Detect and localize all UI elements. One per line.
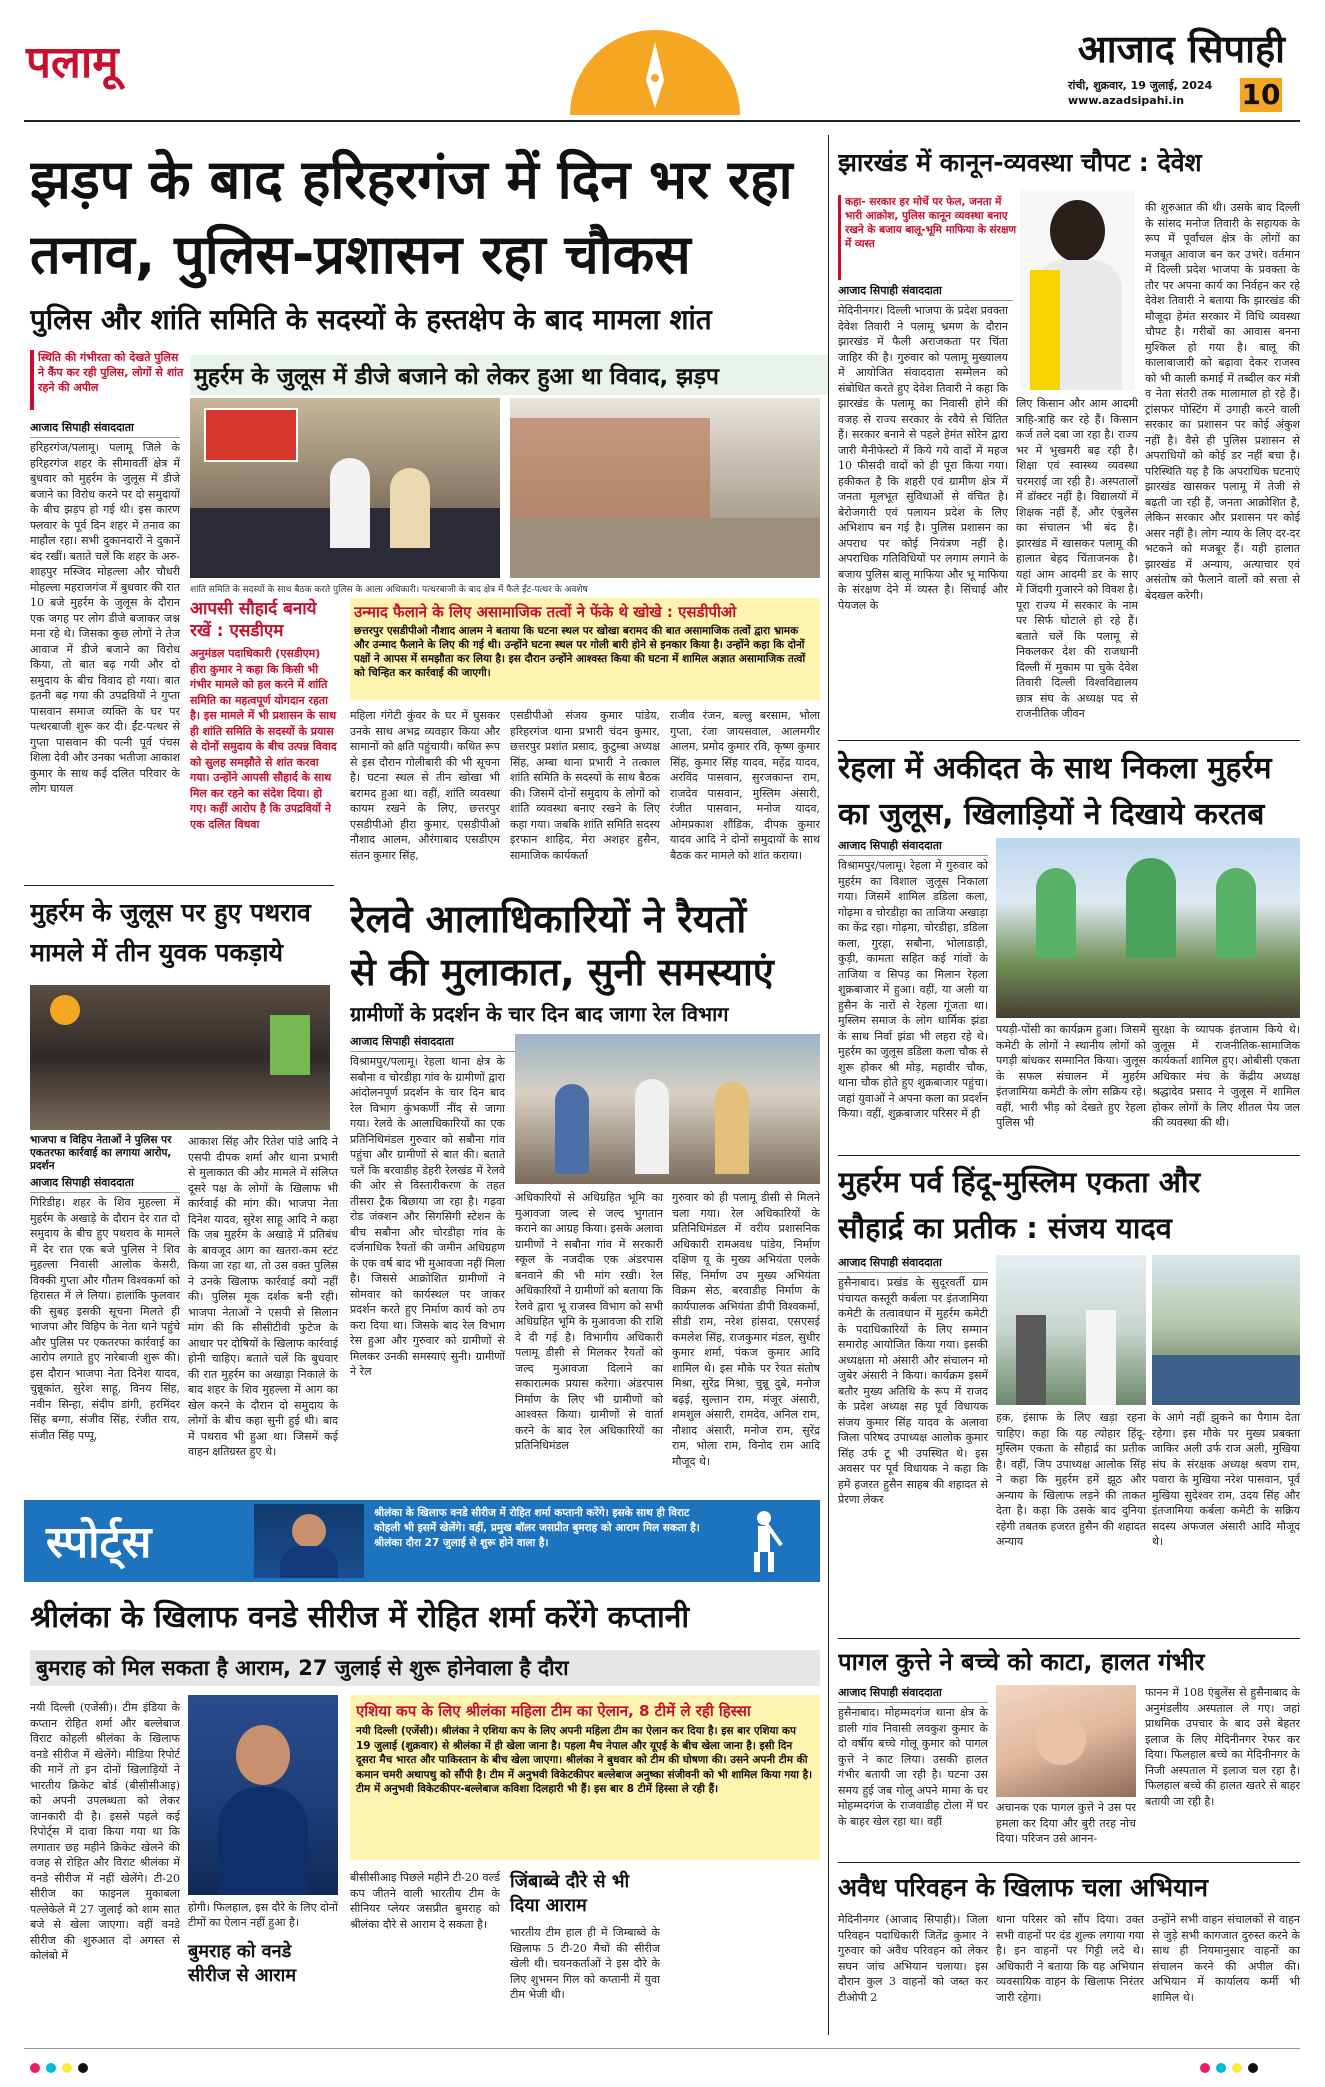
stone-headline-1: मुहर्रम के जुलूस पर हुए पथराव [30,898,311,927]
sanjay-headline-2: सौहार्द्र का प्रतीक : संजय यादव [838,1211,1172,1245]
sanjay-byline [838,1255,988,1273]
lead-column-4 [670,708,820,878]
devesh-column-1 [838,303,1008,733]
sanjay-event-photo-1 [996,1255,1146,1405]
sports-subhead: बुमराह को मिल सकता है आराम, 27 जुलाई से शुरू होनेवाला है दौरा [30,1650,820,1686]
transport-col3-text: उन्होंने सभी वाहन संचालकों से वाहन से जुड़े सभी कागजात दुरुस्त करने के साथ ही नियमानुसार वाहनों का संचालन करने की अपील की। अभियान में कार्यालय कर्मी भी शामिल थे। [1152,1913,1300,2004]
zimbabwe-text: भारतीय टीम हाल ही में जिम्बाब्वे के खिलाफ 5 टी-20 मैचों की सीरीज खेली थी। चयनकर्ताओं ने इस दौरे के लिए शुभमन गिल को कप्तानी में युवा टीम भेजी थी। [510,1926,660,2001]
transport-column-1 [838,1912,988,2042]
section-title: पलामू [26,37,119,88]
dog-col2-text: अचानक एक पागल कुत्ते ने उस पर हमला कर दिया और बुरी तरह नोच दिया। परिजन उसे आनन- [996,1801,1136,1845]
bumrah-head: बुमराह को वनडे सीरीज से आराम [188,1941,297,1986]
lead-pullquote [30,350,188,410]
stone-col2-text: आकाश सिंह और रितेश पांडे आदि ने एसपी दीपक शर्मा और थाना प्रभारी से मुलाकात की और मामले में संलिप्त दूसरे पक्ष के लोगों के खिलाफ भी कार्रवाई की मांग की। भाजपा नेता दिनेश यादव, सुरेश साहू आदि ने कहा कि जब मुहर्रम के अखाड़े में प्रतिबंध के बावजूद आग का खतरा-कम स्टंट किया जा रहा था, तो उस वक्त पुलिस ने उनके खिलाफ कार्रवाई क्यों नहीं की। पुलिस मूक दर्शक बनी रही। भाजपा नेताओं ने एसपी से सिलान मांग की कि सीसीटीवी फुटेज के आधार पर दोषियों के खिलाफ कार्रवाई होनी चाहिए। बताते चलें कि बुधवार की रात मुहर्रम का अखाड़ा निकाले के बाद शहर के शिव मुहल्ला में आग का खेल करने के दौरान दो समुदाय के लोगों के बीच कहा सुनी हुई थी। बाद में पथराव भी हुआ था। जिसमें कई वाहन क्षतिग्रस्त हुए थे। [188,1135,338,1458]
divider-dog [838,1638,1300,1639]
rail-headline-2: से की मुलाकात, सुनी समस्याएं [350,950,774,994]
sanjay-col2-text: हक, इंसाफ के लिए खड़ा रहना चाहिए। कहा कि यह त्योहार हिंदू-मुस्लिम एकता के सौहार्द्र का प्रतीक है। वहीं, जिप उपाध्यक्ष आलोक सिंह ने कहा कि मुहर्रम हमें झूठ और अन्याय के खिलाफ लड़ने की ताकत देता है। कहा कि उसके बाद दुनिया रहेगी तबतक हजरत हुसैन की शहादत अन्याय [996,1411,1146,1548]
asia-cup-head: एशिया कप के लिए श्रीलंका महिला टीम का ऐलान, 8 टीमें ले रही हिस्सा [356,1702,751,1720]
rail-column-1 [350,1054,505,1490]
dog-col3-text: फानन में 108 एंबुलेंस से हुसैनाबाद के अनुमंडलीय अस्पताल ले गए। जहां प्राथमिक उपचार के बाद उसे बेहतर इलाज के लिए मेदिनीनगर रेफर कर दिया। फिलहाल बच्चे का मेदिनीनगर के निजी अस्पताल में इलाज चल रहा है। फिलहाल बच्चे की हालत खतरे से बाहर बतायी जा रही है। [1145,1686,1300,1808]
sdm-box-head: आपसी सौहार्द बनाये रखें : एसडीएम [190,599,317,641]
rail-villagers-photo [515,1034,820,1184]
rehla-column-1 [838,858,988,1148]
sdpo-box-head: उन्माद फैलाने के लिए असामाजिक तत्वों ने फेंके थे खोखे : एसडीपीओ [354,603,737,621]
rail-byline-text: आजाद सिपाही संवाददाता [350,1034,520,1052]
rehla-byline-text: आजाद सिपाही संवाददाता [838,838,988,856]
stone-column-1 [30,1195,180,1490]
devesh-byline [838,283,1013,301]
devesh-byline-text: आजाद सिपाही संवाददाता [838,283,1013,301]
rail-column-2 [515,1190,663,1490]
rehla-column-2 [996,1022,1146,1148]
masthead [0,0,1325,120]
lead-byline-text: आजाद सिपाही संवाददाता [30,420,180,438]
sanjay-column-2 [996,1410,1146,1655]
sports-column-4 [670,1870,820,2040]
asia-cup-box [350,1695,820,1860]
sanjay-byline-text: आजाद सिपाही संवाददाता [838,1255,988,1273]
rail-col3-text: गुरुवार को ही पलामू डीसी से मिलने चला गया। रेल अधिकारियों के प्रतिनिधिमंडल में वरीय प्रशासनिक अधिकारी रामअवध पांडेय, निर्माण दक्षिण यू के मुख्य अभियंता एलके सिंह, निर्माण उप मुख्य अभियंता विक्रम सेठ, बरवाडीह निर्माण के कार्यपालक अभियंता डीपी विश्वकर्मा, सीडी राम, नरेश हांसदा, एसएसई कमलेश सिंह, राजकुमार मंडल, सुधीर कुमार शर्मा, पंकज कुमार आदि शामिल थे। इस मौके पर रेयत संतोष मिश्रा, सुरेंद्र मिश्रा, चुन्नू दुबे, मनोज बढ़ई, सुल्तान राम, मंजूर अंसारी, शमशुल अंसारी, रामदेव, अनिल राम, नौशाद अंसारी, मनोज राम, सुरेंद्र राम, भोला राम, विनोद राम आदि मौजूद थे। [672,1191,820,1468]
sun-logo-icon [560,30,750,115]
transport-column-2 [996,1912,1144,2042]
color-registration-marks-right [1200,2058,1264,2077]
lead-headline-2: तनाव, पुलिस-प्रशासन रहा चौकस [30,223,691,286]
sdm-box-text: अनुमंडल पदाधिकारी (एसडीएम) हीरा कुमार ने कहा कि किसी भी गंभीर मामले को हल करने में शांति समिति का महत्वपूर्ण योगदान रहता है। इस मामले में भी प्रशासन के साथ ही शांति समिति के सदस्यों के प्रयास से दोनों समुदाय के बीच उत्पन्न विवाद को सुलह समझौते से शांत करवा गया। उन्होंने आपसी सौहार्द के साथ मिल कर रहने का संदेश दिया। हो गए। कहीं आरोप है कि उपद्रवियों ने एक दलित विधवा [190,647,337,831]
transport-column-3 [1152,1912,1300,2042]
sanjay-col1-text: हुसैनाबाद। प्रखंड के सुदूरवर्ती ग्राम पंचायत कस्तूरी कर्बला पर इंतजामिया कमेटी के तत्वावधान में मुहर्रम कमेटी के पदाधिकारियों के लिए सम्मान समारोह आयोजित किया गया। इसकी अध्यक्षता मो अंसारी और संचालन मो जुबेर अंसारी ने किया। कार्यक्रम इसमें बतौर मुख्य अतिथि के रूप में राजद के प्रदेश अध्यक्ष सह पूर्व विधायक संजय कुमार सिंह यादव के अलावा जिला परिषद उपाध्यक्ष आलोक कुमार सिंह उर्फ टू भी उपस्थित थे। इस अवसर पर पूर्व विधायक ने कहा कि हमें हजरत हुसैन साहब की शहादत से प्रेरणा लेकर [838,1276,988,1506]
divider-rehla [838,740,1300,741]
sports-banner [24,1500,820,1582]
sanjay-event-photo-2 [1152,1255,1300,1405]
dog-headline: पागल कुत्ते ने बच्चे को काटा, हालत गंभीर [838,1648,1205,1676]
sports-teaser: श्रीलंका के खिलाफ वनडे सीरीज में रोहित शर्मा कप्तानी करेंगे। इसके साथ ही विराट कोहली भी इसमें खेलेंगे। वहीं, प्रमुख बॉलर जसप्रीत बुमराह को आराम मिल सकता है। श्रीलंका दौरा 27 जुलाई से शुरू होने वाला है। [374,1507,700,1549]
sanjay-column-1 [838,1275,988,1655]
website: www.azadsipahi.in [1068,94,1185,107]
sports-headline: श्रीलंका के खिलाफ वनडे सीरीज में रोहित शर्मा करेंगे कप्तानी [30,1600,690,1635]
rehla-byline [838,838,988,856]
lead-col1-text: हरिहरगंज/पलामू। पलामू जिले के हरिहरगंज शहर के सीमावर्ती क्षेत्र में बुधवार को मुहर्रम के जुलूस में डीजे बजाने का विरोध करने पर दो समुदायों के बीच झड़प हो गई थी। इस कारण फ्लवार के पूर्व दिन शहर में तनाव का माहौल रहा। सभी दुकानदारों ने दुकानें बंद रखीं। बताते चलें कि शहर के अरु-शाहपुर मस्जिद मोहल्ला और चौधरी मोहल्ला महराजगंज में बुधवार की रात 10 बजे मुहर्रम के जुलूस के दौरान एक जगह पर लोग डीजे बजाकर जश्न मना रहे थे। जिसका कुछ लोगों ने तेज आवाज में डीजे बजाने का विरोध किया, तो बात बढ़ गयी और दो समुदाय के बीच विवाद हो गया। बात इतनी बढ़ गया की उपद्रवियों ने गुप्ता पासवान समाज व्यक्ति के घर पर पत्थरबाजी शुरू कर दी। ईंट-पत्थर से गुप्ता पासवान की पत्नी पूर्व पंचस शिला देवी और उनका भतीजा आकाश कुमार के साथ कई दलित परिवार के लोग घायल [30,441,180,795]
dog-column-3 [1145,1685,1300,1860]
lead-col2-text: महिला गंगेटी कुंवर के घर में घुसकर उनके साथ अभद्र व्यवहार किया और सामानों को क्षति पहुंचायी। कथित रूप से इस दौरान गोलीबारी की भी सूचना है। घटना स्थल से तीन खोखा भी बरामद हुआ था। वहीं, शांति व्यवस्था कायम रखने के लिए, छत्तरपुर एसडीपीओ हीरा कुमार, एसडीपीओ नौशाद आलम, औरंगाबाद एसडीएम संतन कुमार सिंह, [350,709,500,862]
transport-col1-text: मेदिनीनगर (आजाद सिपाही)। जिला परिवहन पदाधिकारी जितेंद्र कुमार ने गुरुवार को अवैध परिवहन को लेकर सघन जांच अभियान चलाया। इस दौरान कुल 3 वाहनों को जब्त कर टीओपी 2 [838,1913,988,2004]
rohit-press-photo [188,1695,338,1895]
rehla-headline-2: का जुलूस, खिलाड़ियों ने दिखाये करतब [838,797,1265,832]
rail-subhead: ग्रामीणों के प्रदर्शन के चार दिन बाद जागा रेल विभाग [350,1002,729,1026]
sports-column-1 [30,1700,180,2040]
sports-col2-text: बीसीसीआइ पिछले महीने टी-20 वर्ल्ड कप जीतने वाली भारतीय टीम के सीनियर प्लेयर जसप्रीत बुमराह को श्रीलंका दौरे से आराम दे सकता है। [350,1871,500,1931]
rail-column-3 [672,1190,820,1490]
sports-col1-text: नयी दिल्ली (एजेंसी)। टीम इंडिया के कप्तान रोहित शर्मा और बल्लेबाज विराट कोहली श्रीलंका के खिलाफ वनडे सीरीज में खेलेंगे। मीडिया रिपोर्ट की मानें तो इन दोनों खिलाड़ियों ने भारतीय क्रिकेट बोर्ड (बीसीसीआइ) को अपनी उपलब्धता को लेकर जानकारी दी है। इससे पहले कई रिपोर्ट्स में दावा किया गया था कि लगातार छह महीने क्रिकेट खेलने की वजह से रोहित और विराट श्रीलंका में वनडे सीरीज में नहीं खेलेंगे। टी-20 सीरीज का फाइनल मुकाबला पल्लेकेले में 27 जुलाई को शाम सात बजे से खेला जाएगा। वहीं वनडे सीरीज की शुरुआत दो अगस्त से कोलंबो में [30,1701,180,1962]
sdpo-box [350,598,820,700]
transport-col2-text: थाना परिसर को सौंप दिया। उक्त सभी वाहनों पर दंड शुल्क लगाया गया है। इन वाहनों पर गिट्टी लदे थे। अधिकारी ने बताया कि यह अभियान व्यवसायिक वाहन के खिलाफ निरंतर जारी रहेगा। [996,1913,1144,2004]
sanjay-headline-1: मुहर्रम पर्व हिंदू-मुस्लिम एकता और [838,1165,1201,1199]
rehla-headline-1: रेहला में अकीदत के साथ निकला मुहर्रम [838,751,1272,786]
sports-column-2 [350,1870,500,2040]
dog-byline-text: आजाद सिपाही संवाददाता [838,1685,988,1703]
date-line: रांची, शुक्रवार, 19 जुलाई, 2024 [1068,79,1213,92]
rail-col1-text: विश्रामपुर/पलामू। रेहला थाना क्षेत्र के सबौना व चोरडीहा गांव के ग्रामीणों द्वारा आंदोलनपूर्ण प्रदर्शन के चार दिन बाद रेल विभाग कुंभकर्णी नींद से जागा गया। रेलवे के आलाधिकारियों का एक प्रतिनिधिमंडल गुरुवार को सबौना गांव पहुंचा और ग्रामीणों से बात की। बताते चलें कि बरवाडीह डेहरी रेलखंड में रेलवे की ओर से विस्तारीकरण के तहत तीसरा ट्रैक बिछाया जा रहा है। गढ़वा रोड जंक्शन और सिगसिगी स्टेशन के बीच सबौना और चोरडीहा गांव के दर्जनाधिक रैयतों की जमीन अधिग्रहण के एक वर्ष बाद भी मुआवजा नहीं मिला है। जिससे आक्रोशित ग्रामीणों ने सोमवार को कार्यस्थल पर जाकर प्रदर्शन करते हुए निर्माण कार्य को ठप करा दिया था। जिसके बाद रेल विभाग रेस हुआ और गुरुवार को ग्रामीणों से मिलकर उनकी समस्याएं सुनी। ग्रामीणों ने रेल [350,1055,505,1378]
lead-photo-caption: शांति समिति के सदस्यों के साथ बैठक करते पुलिस के आला अधिकारी। पत्थरबाजी के बाद क्षेत्र में फैले ईंट-पत्थर के अवशेष [190,585,588,595]
dog-byline [838,1685,988,1703]
color-registration-marks [30,2058,94,2077]
devesh-col1-text: मेदिनीनगर। दिल्ली भाजपा के प्रदेश प्रवक्ता देवेश तिवारी ने पलामू भ्रमण के दौरान झारखंड में फैली अराजकता पर चिंता जाहिर की है। गुरुवार को पलामू मुख्यालय में आयोजित संवाददाता सम्मेलन को संबोधित करते हुए देवेश तिवारी ने कहा कि झारखंड के पलामू का निवासी होने की वजह से राज्य सरकार के रवैये से चिंतित हैं। सरकार बनाने से पहले हेमंत सोरेन द्वारा जारी मैनीफेस्टो में किये गये वादों में महज 10 फीसदी वादों को ही पूरा किया गया। हकीकत है कि शहरी एवं ग्रामीण क्षेत्र में जनता मूलभूत सुविधाओं से वंचित है। बेरोजगारी एवं पलायन प्रदेश के लिए अभिशाप बन गई है। पुलिस प्रशासन का अपराध पर कोई नियंत्रण नहीं है। अपराधिक गतिविधियों पर लगाम लगाने के बजाय पुलिस बालू माफिया और भू माफिया के संरक्षण देने में व्यस्त है। सिंचाई और पेयजल के [838,304,1008,612]
devesh-col2-text: लिए किसान और आम आदमी त्राहि-त्राहि कर रहे हैं। किसान कर्ज तले दबा जा रहा है। राज्य भर में भुखमरी बढ़ रही है। शिक्षा एवं स्वास्थ्य व्यवस्था चरमराई जा रही है। अस्पतालों में डॉक्टर नहीं है। विद्यालयों में शिक्षक नहीं हैं, और एंबुलेंस का संचालन भी बंद है। झारखंड में खासकर पलामू की हालात बेहद चिंताजनक है। यहां आम आदमी डर के साए में जिंदगी गुजारने को विवश है। पूरा राज्य में सरकार के नाम पर सिर्फ घोटाले हो रहे हैं। बताते चलें कि पलामू से निकलकर देश की राजधानी दिल्ली में मुकाम पा चुके देवेश तिवारी दिल्ली विश्वविद्यालय छात्र संघ के अध्यक्ष पद से राजनीतिक जीवन [1016,397,1138,720]
dog-col1-text: हुसैनाबाद। मोहम्मदगंज थाना क्षेत्र के डाली गांव निवासी लवकुश कुमार के दो वर्षीय बच्चे गोलू कुमार को पागल कुत्ते ने काट लिया। उसकी हालत गंभीर बतायी जा रही है। घटना उस समय हुई जब गोलू अपने मामा के घर मोहम्मदगंज के राजवाडीह टोला में घर के बाहर खेल रहा था। वहीं [838,1706,988,1828]
rail-headline-1: रेलवे आलाधिकारियों ने रैयतों [350,897,747,941]
dog-column-1 [838,1705,988,1855]
lead-column-2 [350,708,500,878]
cricket-batsman-icon [724,1508,804,1574]
vertical-divider [828,135,829,2035]
rehla-col2-text: पयड़ी-पोंसी का कार्यक्रम हुआ। जिसमें कमेटी के लोगों ने स्थानीय लोगों को पगड़ी बांधकर सम्मानित किया। जुलूस के सफल संचालन में मुहर्रम इंतजामिया कमेटी के लोग सक्रिय रहे। वहीं, भारी भीड़ को देखते हुए रेहला पुलिस भी [996,1023,1146,1129]
lead-headline-1: झड़प के बाद हरिहरगंज में दिन भर रहा [30,148,793,211]
rohit-thumb-photo [254,1504,364,1578]
divider-sanjay [838,1155,1300,1156]
pullquote-text: स्थिति की गंभीरता को देखते पुलिस ने कैंप कर रही पुलिस, लोगों से शांत रहने की अपील [38,351,184,394]
stone-col1-text: गिरिडीह। शहर के शिव मुहल्ला में मुहर्रम के अखाड़े के दौरान देर रात दो समुदाय के बीच हुए पथराव के मामले में देर रात एक बजे पुलिस ने शिव मुहल्ला निवासी आलोक केसरी, विक्की गुप्ता और गौतम विश्वकर्मा को हिरासत में ले लिया। हालांकि फुलवार की सुबह इसकी सूचना मिलते ही भाजपा और विहिप के नेता थाने पहुंचे और पुलिस पर एकतरफा कार्रवाई का आरोप लगाते हुए नारेबाजी शुरू की। इस दौरान भाजपा नेता दिनेश यादव, चुन्नूकांत, सुरेश साहू, विनय सिंह, नवीन सिन्हा, संदीप डांगी, हरमिंदर सिंह बग्गा, संजीव सिंह, रंजीत राय, संजीत सिंह पप्पू, [30,1196,180,1442]
devesh-quote: कहा- सरकार हर मोर्चे पर फेल, जनता में भारी आक्रोश, पुलिस कानून व्यवस्था बनाए रखने के बजाय बालू-भूमि माफिया के संरक्षण में व्यस्त [838,195,1020,280]
lead-subhead: पुलिस और शांति समिति के सदस्यों के हस्तक्षेप के बाद मामला शांत [30,303,712,336]
divider-transport [838,1862,1300,1863]
rail-byline [350,1034,520,1052]
stone-photo-caption: भाजपा व विहिप नेताओं ने पुलिस पर एकतरफा कार्रवाई का लगाया आरोप, प्रदर्शन [30,1134,172,1172]
footer-rule [24,2048,1300,2049]
lead-byline [30,420,180,438]
sports-photo-note: होगी। फिलहाल, इस दौरे के लिए दोनों टीमों का ऐलान नहीं हुआ है। [188,1901,338,1929]
devesh-column-3 [1145,200,1300,733]
header-rule [24,120,1300,122]
stone-headline-2: मामले में तीन युवक पकड़ाये [30,938,284,967]
dog-column-2 [996,1800,1136,1860]
injured-child-photo [996,1685,1136,1797]
sdpo-box-text: छत्तरपुर एसडीपीओ नौशाद आलम ने बताया कि घटना स्थल पर खोखा बरामद की बात असामाजिक तत्वों द्वारा भ्रामक और उन्माद फैलाने के लिए की गई थी। उन्होंने घटना स्थल पर गोली बारी होने से इनकार किया है। उन्होंने कहा कि दोनों पक्षों ने आपस में समझौता कर लिया है। इस दौरान उन्होंने आश्वस्त किया की घटना में शामिल अज्ञात असामाजिक तत्वों को चिन्हित कर कार्रवाई की जाएगी। [354,625,806,679]
rehla-column-3 [1152,1022,1300,1148]
rehla-col3-text: सुरक्षा के व्यापक इंतजाम किये थे। जुलूस में राजनीतिक-सामाजिक कार्यकर्ता शामिल हुए। ओबीसी एकता अधिकार मंच के केंद्रीय अध्यक्ष श्रद्धादेव प्रसाद ने जुलूस में शामिल होकर लोगों के लिए शीतल पेय जल की व्यवस्था की थी। [1152,1023,1300,1129]
zimbabwe-head: जिंबाब्वे दौरे से भी दिया आराम [510,1871,630,1916]
sports-column-3 [510,1925,660,2040]
devesh-headline: झारखंड में कानून-व्यवस्था चौपट : देवेश [838,148,1202,177]
devesh-column-2 [1016,396,1138,733]
stone-column-2 [188,1134,338,1490]
divider-left [24,885,334,886]
sports-banner-title: स्पोर्ट्स [46,1517,152,1568]
lead-col3-text: एसडीपीओ संजय कुमार पांडेय, हरिहरगंज थाना प्रभारी चंदन कुमार, छत्तरपुर प्रशांत प्रसाद, कुटुम्बा अध्यक्ष सिंह, अम्बा थाना प्रभारी ने तत्काल शांति समिति के सदस्यों के साथ बैठक की। जिसमें दोनों समुदाय के लोगों को शांति व्यवस्था बनाए रखने के लिए कहा गया। जबकि शांति समिति सदस्य इरफान शाहिद, मेरा अशहर हुसैन, सामाजिक कार्यकर्ता [510,709,660,862]
page-number: 10 [1241,78,1281,111]
devesh-portrait-photo [1020,190,1135,390]
sanjay-col3-text: के आगे नहीं झुकने का पैगाम देता रहेगा। इस मौके पर मुख्य प्रबक्ता जाकिर अली उर्फ राज अली, मुखिया संघ के संरक्षक अध्यक्ष श्रवण राम, पवारा के मुखिया नरेश पासवान, पूर्व मुखिया सुदेश्वर राम, उदय सिंह और इंतजामिया कर्बला कमेटी के सक्रिय सदस्य अफजल अंसारी आदि मौजूद थे। [1152,1411,1300,1548]
stone-byline [30,1175,180,1193]
rehla-col1-text: विश्रामपुर/पलामू। रेहला में गुरुवार को मुहर्रम का विशाल जुलूस निकाला गया। जिसमें शामिल डडिला कला, गोढ़मा व चोरडीहा का ताजिया अखाड़ा का केंद्र रहा। गोढ़मा, चोरडीहा, डडिला कला, गुरहा, सबौना, भोलाडाड़ी, कुड़ी, कामता सहित कई गांवों के ताजिया व सिपड़ का मिलान रेहला शुक्रबाजार में हुआ। वहीं, या अली या हुसैन के नारों से रेहला गूंजता था। मुस्लिम समाज के लोग धार्मिक झंडा के साथ निर्वा झंडा भी लहरा रहे थे। मुहर्रम का जुलूस डडिला कला चौक से शुरू होकर श्री मोड़, महावीर चौक, थाना चौक होते हुए शुक्रबाजार पहुंचा। जहां युवाओं ने अपना कला का प्रदर्शन किया। वहीं, शुक्रबाजार परिसर में ही [838,859,988,1120]
asia-cup-text: नयी दिल्ली (एजेंसी)। श्रीलंका ने एशिया कप के लिए अपनी महिला टीम का ऐलान कर दिया है। इस बार एशिया कप 19 जुलाई (शुक्रवार) से श्रीलंका में ही खेला जाना है। पहला मैच नेपाल और यूएई के बीच खेला जाना है। इसी दिन दूसरा मैच भारत और पाकिस्तान के बीच खेला जाएगा। श्रीलंका ने बुधवार को टीम की घोषणा की। उसने अपनी टीम की कमान चमरी अथापथु को सौंपी है। टीम में अनुभवी विकेटकीपर बल्लेबाज अनुष्का संजीवनी को भी शामिल किया गया है। टीम में अनुभवी विकेटकीपर-बल्लेबाज कविशा दिलहारी भी हैं। इस बार 8 टीमें हिस्सा ले रही हैं। [356,1725,813,1795]
lead-col4-text: राजीव रंजन, बल्लु बरसाम, भोला गुप्ता, रंजा जायसवाल, आलमगीर आलम, प्रमोद कुमार रवि, कृष्ण कुमार सिंह, कुमार सिंह यादव, महेंद्र यादव, अरविंद पासवान, सुरजकान्त राम, राजदेव पासवान, मुस्लिम अंसारी, रंजीत पासवान, मनोज यादव, ओमप्रकाश शौंडिक, दीपक कुमार यादव आदि ने दोनों समुदायों के साथ बैठक कर मामले को शांत कराया। [670,709,820,862]
lead-column-3 [510,708,660,878]
peace-meeting-photo [190,398,500,578]
muharram-procession-photo [996,838,1300,1018]
lead-side-head: मुहर्रम के जुलूस में डीजे बजाने को लेकर हुआ था विवाद, झड़प [190,355,828,395]
stone-byline-text: आजाद सिपाही संवाददाता [30,1175,180,1193]
stone-debris-photo [510,398,820,578]
rail-col2-text: अधिकारियों से अधिग्रहित भूमि का मुआवजा जल्द से जल्द भुगतान कराने का आग्रह किया। इसके अलावा ग्रामीणों ने सबौना गांव में सरकारी स्कूल के नजदीक एक अंडरपास बनवाने की भी मांग रखी। रेल अधिकारियों ने ग्रामीणों को बताया कि रेलवे द्वारा भू राजस्व विभाग को सभी अधिग्रहित भूमि के मुआवजा की राशि दे दी गई है। विभागीय अधिकारी पलामू डीसी से मिलकर रैयतों को जल्द मुआवजा दिलाने का सकारात्मक प्रयास करेगा। अंडरपास निर्माण के लिए भी ग्रामीणों को आश्वस्त किया। ग्रामीणों से वार्ता करने के बाद रेल अधिकारियों का प्रतिनिधिमंडल [515,1191,663,1452]
devesh-col3-text: की शुरुआत की थी। उसके बाद दिल्ली के सांसद मनोज तिवारी के सहायक के रूप में पूर्वांचल क्षेत्र के लोगों का मजबूत आवाज बन कर उभरे। वर्तमान में दिल्ली प्रदेश भाजपा के प्रवक्ता के तौर पर अपना कार्य का निर्वहन कर रहे देवेश तिवारी ने बताया कि झारखंड की मौजूदा हेमंत सरकार में विधि व्यवस्था चौपट है। गरीबों का आवास बनना मुश्किल हो गया है। बालू की कालाबाजारी को बढ़ावा देकर राजस्व को भी काली कमाई में तब्दील कर मंत्री व नेता संतरी तक मालामाल हो रहे हैं। ट्रांसफर पोस्टिंग में उगाही करने वाली सरकार का प्रशासन पर कोई अंकुश नहीं है। वैसे ही पुलिस प्रशासन से अपराधियों को कोई डर नहीं बचा है। परिस्थिति यह है कि अपराधिक घटनाएं झारखंड खासकर पलामू में तेजी से बढ़ती जा रही हैं, जनता आक्रोशित है, लेकिन सरकार और प्रशासन पर कोई असर नहीं है। लोग न्याय के लिए दर-दर भटकने को मजबूर हैं। यही हालात झारखंड में अन्याय, अत्याचार एवं असंतोष को फैलाने वालों को सत्ता से बेदखल करेगी। [1145,201,1300,602]
protest-photo [30,985,330,1130]
sanjay-column-3 [1152,1410,1300,1655]
paper-name: आजाद सिपाही [1077,26,1285,71]
transport-headline: अवैध परिवहन के खिलाफ चला अभियान [838,1873,1208,1902]
